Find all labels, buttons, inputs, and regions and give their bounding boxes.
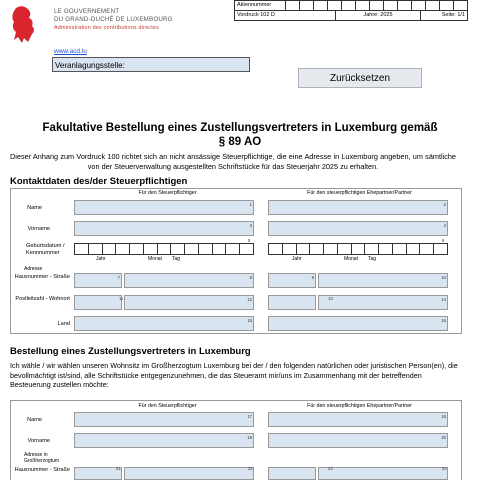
section2-col2-header: Für den steuerpflichtigen Ehepartner/Partner (307, 403, 412, 409)
label-vorname: Vorname (27, 226, 50, 232)
section1-col1-header: Für den Steuerpflichtiger (138, 190, 197, 196)
rep-vorname-field-1[interactable]: 19 (74, 433, 254, 448)
title-line1: Fakultative Bestellung eines Zustellungsvertreters in Luxemburg gemäß (42, 122, 438, 134)
vorname-field-1[interactable]: 3 (74, 221, 254, 236)
aktennummer-input[interactable] (286, 1, 467, 10)
rep-hausnummer-field-1[interactable] (74, 467, 122, 480)
section2-heading: Bestellung eines Zustellungsvertreters in Luxemburg (10, 346, 251, 357)
birthdate-field-1[interactable] (74, 243, 254, 255)
label-rep-adresse: Adresse in Großherzogtum (24, 452, 60, 464)
logo-line2: DU GRAND-DUCHÉ DE LUXEMBOURG (54, 16, 173, 23)
label-geburtsdatum: Geburtsdatum / Kennnummer (26, 243, 65, 256)
section1-col2-header: Für den steuerpflichtigen Ehepartner/Partner (307, 190, 412, 196)
label-land: Land (57, 321, 70, 327)
label-jahr-1: Jahr (96, 256, 106, 262)
government-logo-text (54, 8, 173, 32)
birthdate-field-2[interactable] (268, 243, 448, 255)
label-tag-1: Tag (172, 256, 181, 262)
label-tag-2: Tag (368, 256, 377, 262)
land-field-1[interactable]: 15 (74, 316, 254, 331)
page-number: Seite: 1/1 (441, 12, 465, 18)
tax-year: Jahre: 2025 (336, 11, 421, 20)
section1-heading: Kontaktdaten des/der Steuerpflichtigen (10, 176, 188, 187)
label-monat-1: Monat (148, 256, 162, 262)
postleitzahl-field-1[interactable] (74, 295, 122, 310)
hausnummer-field-1[interactable]: 7 (74, 273, 122, 288)
logo-line1: LE GOUVERNEMENT (54, 8, 120, 15)
wohnort-field-2[interactable]: 14 (318, 295, 448, 310)
wohnort-field-1[interactable]: 12 (124, 295, 254, 310)
title-line2: § 89 AO (218, 136, 262, 148)
website-link[interactable]: www.acd.lu (54, 48, 87, 55)
reset-button[interactable]: Zurücksetzen (298, 68, 422, 88)
veranlagungsstelle-field[interactable]: Veranlagungsstelle: (52, 57, 250, 72)
rep-name-field-2[interactable]: 18 (268, 412, 448, 427)
hausnummer-field-2[interactable]: 9 (268, 273, 316, 288)
label-rep-hausnummer: Hausnummer - Straße (14, 467, 70, 473)
aktennummer-label: Aktennummer (235, 1, 286, 10)
label-jahr-2: Jahr (292, 256, 302, 262)
label-hausnummer: Hausnummer - Straße (14, 274, 70, 280)
section2-text: Ich wähle / wir wählen unseren Wohnsitz im Großherzogtum Luxemburg bei der / den folgenden natürlichen oder juristischen Person(en), die bevollmächtigt ist/sind, alle Schriftstücke entgegenzunehmen, die das Steueramt mir/uns im Zusammenhang mit der betreffenden Besteuerung zustellen möchte: (10, 361, 458, 389)
intro-text: Dieser Anhang zum Vordruck 100 richtet sich an nicht ansässige Steuerpflichtige, die eine Adresse in Luxemburg angeben, um sämtliche von der Steuerverwaltung ausgestellten Schriftstücke für das Steuerjahr 2025 zu erhalten. (10, 152, 456, 171)
name-field-1[interactable]: 1 (74, 200, 254, 215)
label-rep-name: Name (27, 417, 42, 423)
label-monat-2: Monat (344, 256, 358, 262)
label-name: Name (27, 205, 42, 211)
name-field-2[interactable]: 2 (268, 200, 448, 215)
lion-logo (8, 4, 38, 44)
rep-vorname-field-2[interactable]: 20 (268, 433, 448, 448)
logo-line3: Administration des contributions directes (54, 25, 159, 31)
header-table (234, 0, 468, 21)
strasse-field-1[interactable]: 8 (124, 273, 254, 288)
label-rep-vorname: Vorname (27, 438, 50, 444)
rep-name-field-1[interactable]: 17 (74, 412, 254, 427)
label-postleitzahl: Postleitzahl - Wohnort (15, 296, 70, 302)
section2-col1-header: Für den Steuerpflichtiger (138, 403, 197, 409)
land-field-2[interactable]: 16 (268, 316, 448, 331)
page-title (0, 121, 480, 149)
label-adresse: Adresse (24, 266, 43, 272)
form-number: Vordruck 102 D (235, 11, 336, 20)
vorname-field-2[interactable]: 4 (268, 221, 448, 236)
strasse-field-2[interactable]: 10 (318, 273, 448, 288)
